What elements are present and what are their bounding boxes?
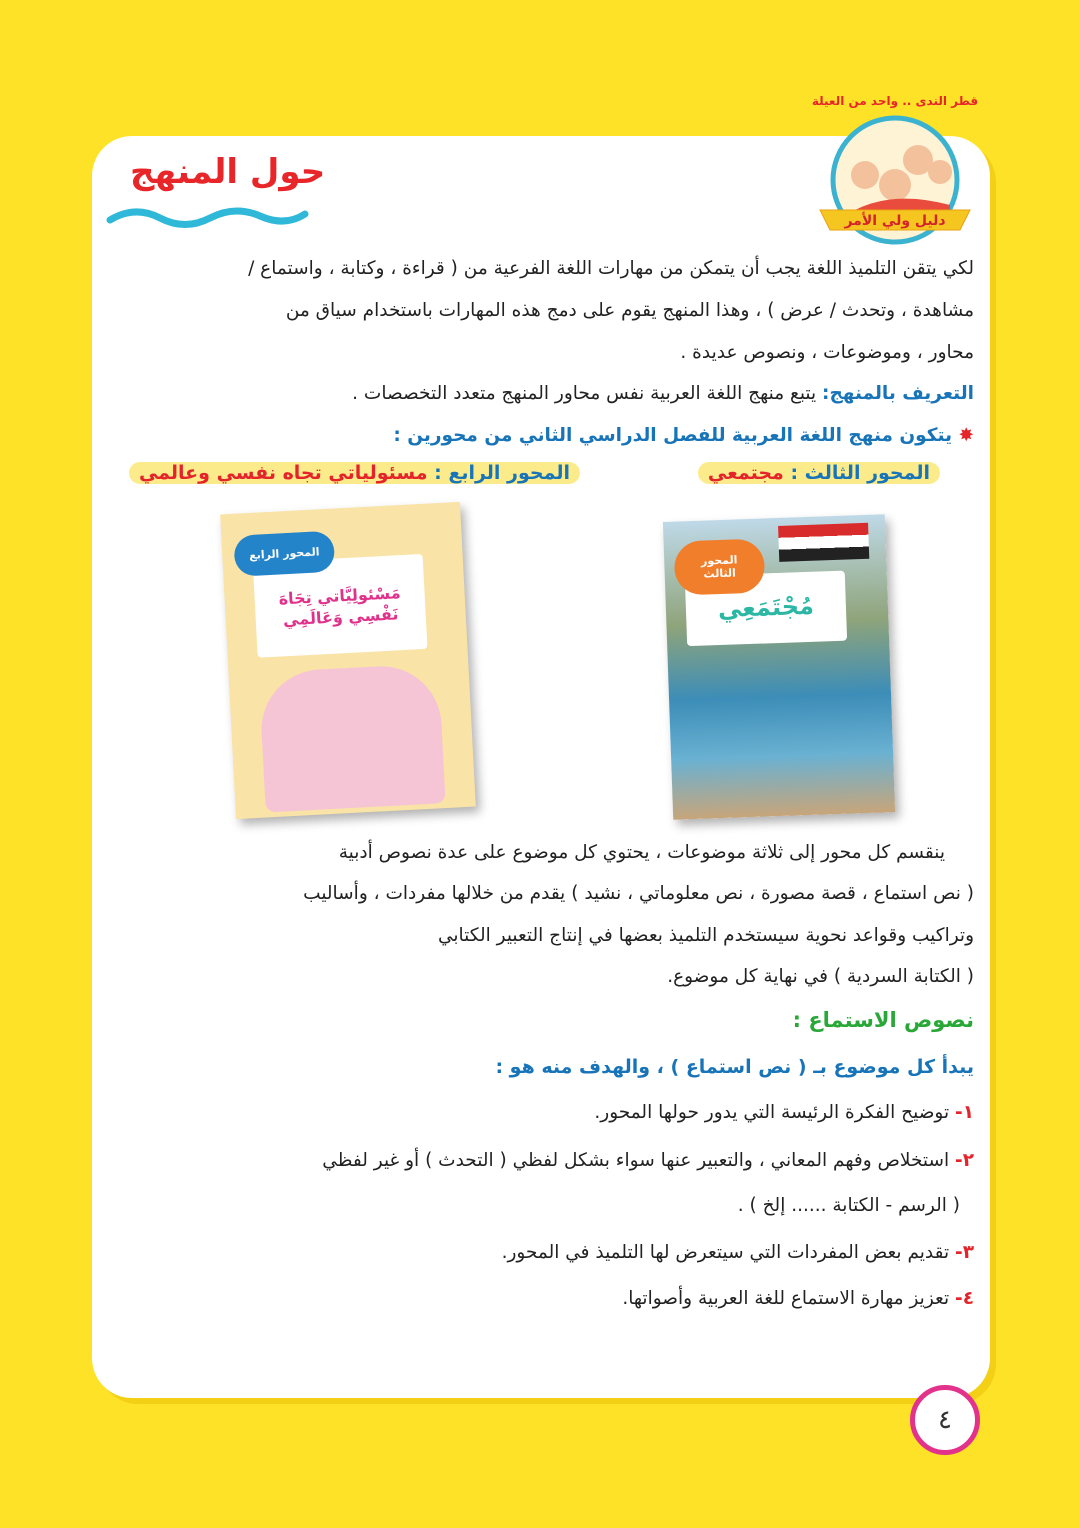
- cover-illustration: [259, 663, 446, 812]
- division-line: ينقسم كل محور إلى ثلاثة موضوعات ، يحتوي كل موضوع على عدة نصوص أدبية: [338, 842, 945, 863]
- egypt-flag-icon: [778, 523, 869, 562]
- axis-label: المحور الرابع :: [434, 462, 570, 484]
- definition-text: يتبع منهج اللغة العربية نفس محاور المنهج متعدد التخصصات .: [352, 383, 823, 404]
- cover-title: مُجْتَمَعِي: [685, 571, 847, 647]
- definition: [352, 383, 974, 404]
- page-number: ٤: [910, 1385, 980, 1455]
- structure-heading: [393, 425, 974, 446]
- list-item: [594, 1102, 974, 1123]
- svg-text:قطر الندى .. واحد من العيلة: قطر الندى .. واحد من العيلة: [811, 94, 979, 108]
- division-line: وتراكيب وقواعد نحوية سيستخدم التلميذ بعضها في إنتاج التعبير الكتابي: [437, 925, 974, 946]
- page-title: حول المنهج: [130, 152, 326, 192]
- structure-text: يتكون منهج اللغة العربية للفصل الدراسي الثاني من محورين :: [393, 425, 953, 446]
- svg-text:دليل ولي الأمر: دليل ولي الأمر: [844, 213, 946, 229]
- definition-label: التعريف بالمنهج:: [822, 383, 974, 404]
- book-cover-fourth-axis: [220, 502, 476, 819]
- item-number: ٣-: [955, 1242, 974, 1263]
- bullet-icon: ✸: [952, 425, 974, 446]
- intro-line: لكي يتقن التلميذ اللغة يجب أن يتمكن من مهارات اللغة الفرعية من ( قراءة ، وكتابة ، واستماع /: [248, 258, 974, 279]
- cover-tag: المحور الرابع: [233, 531, 335, 577]
- axis-label: المحور الثالث :: [790, 462, 930, 484]
- item-number: ٢-: [955, 1150, 974, 1171]
- axis-name: مسئولياتي تجاه نفسي وعالمي: [138, 462, 428, 484]
- item-number: ١-: [955, 1102, 974, 1123]
- logo-family-guide: [800, 80, 990, 250]
- list-item: [502, 1242, 974, 1263]
- item-text: تقديم بعض المفردات التي سيتعرض لها التلميذ في المحور.: [501, 1242, 950, 1263]
- cover-title: مَسْئولِيَّاتي تِجَاهَ نَفْسِي وَعَالَمِي: [253, 554, 428, 658]
- item-number: ٤-: [955, 1288, 974, 1309]
- list-item: [622, 1288, 974, 1309]
- intro-line: محاور ، وموضوعات ، ونصوص عديدة .: [680, 342, 974, 363]
- item-text: توضيح الفكرة الرئيسة التي يدور حولها المحور.: [594, 1102, 950, 1123]
- item-text: تعزيز مهارة الاستماع للغة العربية وأصواتها.: [622, 1288, 950, 1309]
- list-item: [322, 1150, 974, 1171]
- axis-name: مجتمعي: [707, 462, 784, 484]
- book-cover-third-axis: [663, 514, 895, 820]
- intro-line: مشاهدة ، وتحدث / عرض ) ، وهذا المنهج يقوم على دمج هذه المهارات باستخدام سياق من: [285, 300, 974, 321]
- listening-intro: يبدأ كل موضوع بـ ( نص استماع ) ، والهدف منه هو :: [495, 1056, 974, 1078]
- list-item-continued: ( الرسم - الكتابة ...... إلخ ) .: [737, 1195, 960, 1216]
- axis-fourth: [129, 462, 580, 484]
- axis-third: [698, 462, 940, 484]
- listening-heading: نصوص الاستماع :: [792, 1008, 974, 1032]
- item-text: استخلاص وفهم المعاني ، والتعبير عنها سواء بشكل لفظي ( التحدث ) أو غير لفظي: [322, 1150, 950, 1171]
- division-line: ( نص استماع ، قصة مصورة ، نص معلوماتي ، نشيد ) يقدم من خلالها مفردات ، وأساليب: [303, 883, 974, 904]
- cover-tag: المحور الثالث: [674, 538, 766, 595]
- division-line: ( الكتابة السردية ) في نهاية كل موضوع.: [667, 966, 974, 987]
- title-wave-decoration: [105, 200, 310, 230]
